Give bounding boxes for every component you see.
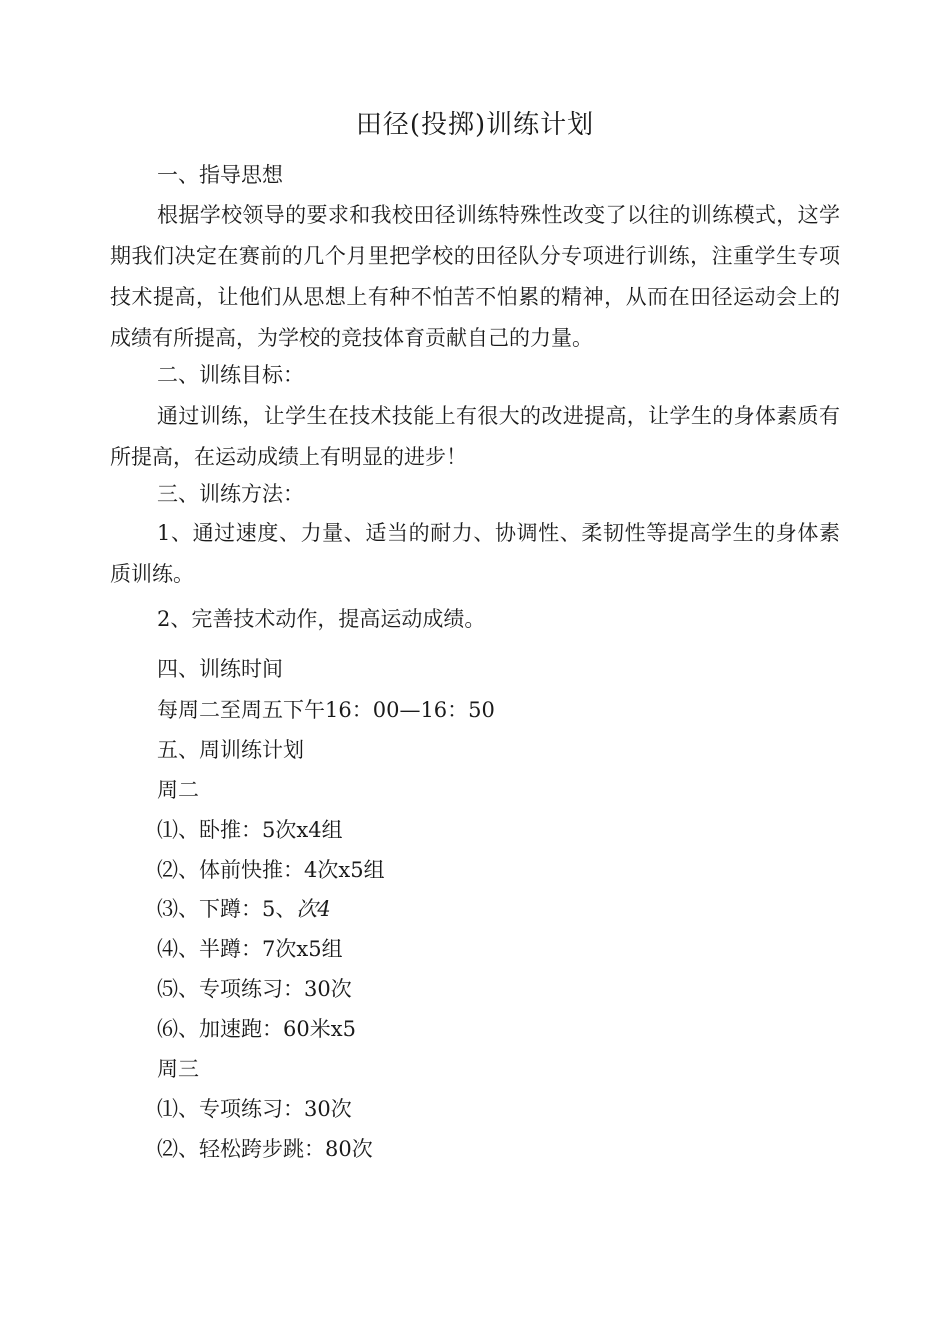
tuesday-item-6: ⑹、加速跑：60米x5 (157, 1017, 356, 1041)
paragraph-method-item-1: 1、通过速度、力量、适当的耐力、协调性、柔韧性等提高学生的身体素质训练。 (110, 521, 840, 586)
paragraph-training-goal: 通过训练，让学生在技术技能上有很大的改进提高，让学生的身体素质有所提高，在运动成绩上有明显的进步！ (110, 404, 840, 469)
wednesday-item-1: ⑴、专项练习：30次 (157, 1097, 352, 1121)
wednesday-label: 周三 (157, 1057, 199, 1081)
section-heading-weekly-plan: 五、周训练计划 (157, 738, 304, 762)
tuesday-item-4: ⑷、半蹲：7次x5组 (157, 937, 343, 961)
tuesday-item-1: ⑴、卧推：5次x4组 (157, 818, 343, 842)
tuesday-item-3 (157, 899, 331, 920)
section-heading-training-goal: 二、训练目标： (157, 363, 304, 387)
paragraph-guiding-thought: 根据学校领导的要求和我校田径训练特殊性改变了以往的训练模式，这学期我们决定在赛前的几个月里把学校的田径队分专项进行训练，注重学生专项技术提高，让他们从思想上有种不怕苦不怕累的精神，从而在田径运动会上的成绩有所提高，为学校的竞技体育贡献自己的力量。 (110, 203, 840, 350)
tuesday-item-3-prefix: ⑶、下蹲：5、 (157, 897, 297, 921)
section-heading-training-time: 四、训练时间 (157, 657, 283, 681)
document-title: 田径(投掷)训练计划 (355, 110, 595, 140)
training-time-text: 每周二至周五下午16：00—16：50 (157, 698, 495, 722)
section-heading-training-method: 三、训练方法： (157, 482, 304, 506)
section-heading-guiding-thought: 一、指导思想 (157, 163, 283, 187)
tuesday-item-2: ⑵、体前快推：4次x5组 (157, 858, 385, 882)
wednesday-item-2: ⑵、轻松跨步跳：80次 (157, 1137, 373, 1161)
tuesday-item-5: ⑸、专项练习：30次 (157, 977, 352, 1001)
paragraph-method-item-2: 2、完善技术动作，提高运动成绩。 (157, 607, 486, 631)
tuesday-item-3-suffix: 次4 (296, 897, 331, 921)
tuesday-label: 周二 (157, 778, 199, 802)
